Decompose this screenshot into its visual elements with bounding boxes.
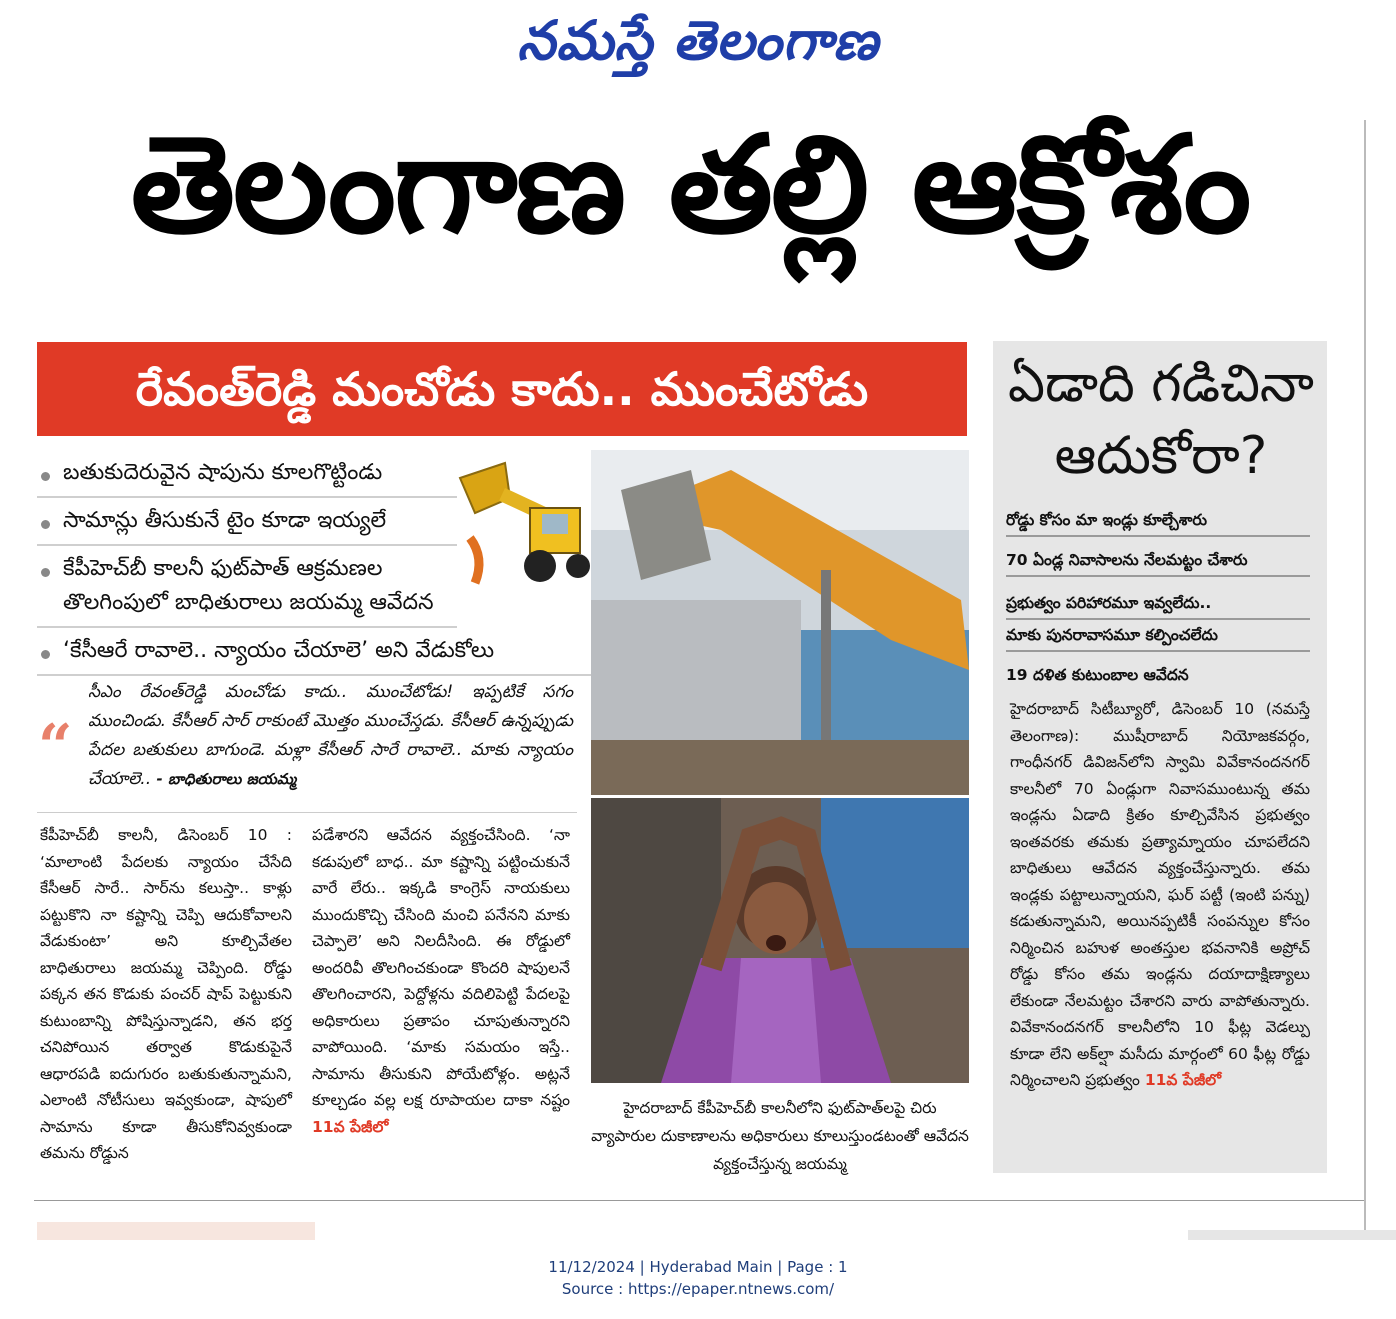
sidebar-continued-link[interactable]: 11వ పేజీలో [1144,1071,1222,1089]
sidebar-point: 19 దళిత కుటుంబాల ఆవేదన [1006,666,1189,684]
bulldozer-illustration [450,458,590,588]
highlight-item: కేపీహెచ్‌బీ కాలనీ ఫుట్‌పాత్ ఆక్రమణల తొలగింపులో బాధితురాలు జయమ్మ ఆవేదన [37,546,457,628]
photo-caption: హైదరాబాద్ కేపీహెచ్‌బీ కాలనీలోని ఫుట్‌పాత్‌లపై చిరు వ్యాపారుల దుకాణాలను అధికారులు కూలుస్తుండటంతో ఆవేదన వ్యక్తంచేస్తున్న జయమ్మ [591,1099,969,1173]
article-column-1: కేపీహెచ్‌బీ కాలనీ, డిసెంబర్ 10 : ‘మాలాంటి పేదలకు న్యాయం చేసేది కేసీఆర్ సారే.. సార్‌ను కలుస్తా.. కాళ్లు పట్టుకొని నా కష్టాన్ని చెప్పి ఆదుకోవాలని వేడుకుంటా’ అని కూల్చివేతల బాధితురాలు జయమ్మ చెప్పింది. రోడ్డు పక్కన తన కొడుకు పంచర్ షాప్ పెట్టుకుని కుటుంబాన్ని పోషిస్తున్నాడని, తన భర్త చనిపోయిన తర్వాత కొడుకుపైనే ఆధారపడి ఐదుగురం బతుకుతున్నామని, ఎలాంటి నోటీసులు ఇవ్వకుండా, షాపులో సామాను కూడా తీసుకోనివ్వకుండా తమను రోడ్డున [40,826,292,1162]
quote-icon: “ [38,712,73,782]
page-footer [0,1256,1396,1300]
continued-link[interactable]: 11వ పేజీలో [312,1117,389,1136]
sidebar-heading [1000,348,1322,492]
highlight-item: సామాన్లు తీసుకునే టైం కూడా ఇయ్యలే [37,498,457,546]
highlight-item: బతుకుదెరువైన షాపును కూలగొట్టిండు [37,450,457,498]
pull-quote [88,678,573,794]
subheadline-banner: రేవంత్‌రెడ్డి మంచోడు కాదు.. ముంచేటోడు [37,342,967,436]
highlight-item: ‘కేసీఆరే రావాలె.. న్యాయం చేయాలె’ అని వేడుకోలు [37,628,603,676]
article-column-2 [312,822,570,1140]
main-headline: తెలంగాణ తల్లి ఆక్రోశం [130,107,1250,263]
page-bottom-rule [34,1200,1364,1201]
next-article-strip [37,1222,315,1240]
sidebar-point: మాకు పునరావాసమూ కల్పించలేదు [1006,620,1310,652]
article-column-2-text: పడేశారని ఆవేదన వ్యక్తంచేసింది. ‘నా కడుపులో బాధ.. మా కష్టాన్ని పట్టించుకునే వారే లేరు.. ఇక్కడి కాంగ్రెస్ నాయకులు ముందుకొచ్చి చేసింది మంచి పనేనని మాకు చెప్పాలె’ అని నిలదీసింది. ఈ రోడ్డులో అందరివీ తొలగించకుండా కొందరి షాపులనే తొలగించారని, పెద్దోళ్లను వదిలిపెట్టి పేదలపై అధికారులు ప్రతాపం చూపుతున్నారని వాపోయింది. ‘మాకు సమయం ఇస్తే.. సామాను తీసుకుని పోయేటోళ్లం. అట్లనే కూల్చడం వల్ల లక్ష రూపాయల దాకా నష్టం [312,826,570,1109]
victim-photo [591,798,969,1083]
quote-attribution: - బాధితురాలు జయమ్మ [156,770,297,788]
sidebar-heading-line2: ఆదుకోరా? [1054,426,1268,486]
masthead-logo: నమస్తే తెలంగాణ [517,8,879,72]
sidebar-article [1010,696,1310,1094]
edition-info: 11/12/2024 | Hyderabad Main | Page : 1 [548,1258,848,1276]
highlights-list [37,450,495,676]
demolition-photo [591,450,969,795]
sidebar-point: 70 ఏండ్ల నివాసాలను నేలమట్టం చేశారు [1006,545,1310,577]
sidebar-point: రోడ్డు కోసం మా ఇండ్లు కూల్చేశారు [1006,505,1310,537]
section-divider [37,812,577,813]
next-article-strip [1188,1230,1396,1240]
column-divider [1364,120,1366,1235]
sidebar-point: ప్రభుత్వం పరిహారమూ ఇవ్వలేదు.. [1006,588,1310,620]
source-link[interactable]: Source : https://epaper.ntnews.com/ [561,1280,835,1298]
sidebar-heading-line1: ఏడాది గడిచినా [1008,354,1314,414]
quote-text: సీఎం రేవంత్‌రెడ్డి మంచోడు కాదు.. ముంచేటోడు! ఇప్పటికే సగం ముంచిండు. కేసీఆర్ సార్ రాకుంటే మొత్తం ముంచేస్తడు. కేసీఆర్ ఉన్నప్పుడు పేదల బతుకులు బాగుండె. మళ్లా కేసీఆర్ సారే రావాలె.. మాకు న్యాయం చేయాలె.. [88,682,573,789]
sidebar-article-text: హైదరాబాద్ సిటీబ్యూరో, డిసెంబర్ 10 (నమస్తే తెలంగాణ): ముషీరాబాద్ నియోజకవర్గం, గాంధీనగర్ డివిజన్‌లోని స్వామి వివేకానందనగర్ కాలనీలో 70 ఏండ్లుగా నివాసముంటున్న తమ ఇండ్లను ఏడాది క్రితం కూల్చివేసిన ప్రభుత్వం ఇంతవరకు తమకు ప్రత్యామ్నాయం చూపలేదని బాధితులు ఆవేదన వ్యక్తంచేస్తున్నారు. తమ ఇండ్లకు పట్టాలున్నాయని, ఘర్ పట్టీ (ఇంటి పన్ను) కడుతున్నామని, అయినప్పటికీ సంపన్నుల కోసం నిర్మించిన బహుళ అంతస్తుల భవనానికి అప్రోచ్ రోడ్డు కోసం తమ ఇండ్లను దయాదాక్షిణ్యాలు లేకుండా నేలమట్టం చేశారని వారు వాపోతున్నారు. వివేకానందనగర్ కాలనీలోని 10 ఫీట్ల వెడల్పు కూడా లేని అక్‌ల్షా మసీదు మార్గంలో 60 ఫీట్ల రోడ్డు నిర్మించాలని ప్రభుత్వం [1010,700,1310,1089]
